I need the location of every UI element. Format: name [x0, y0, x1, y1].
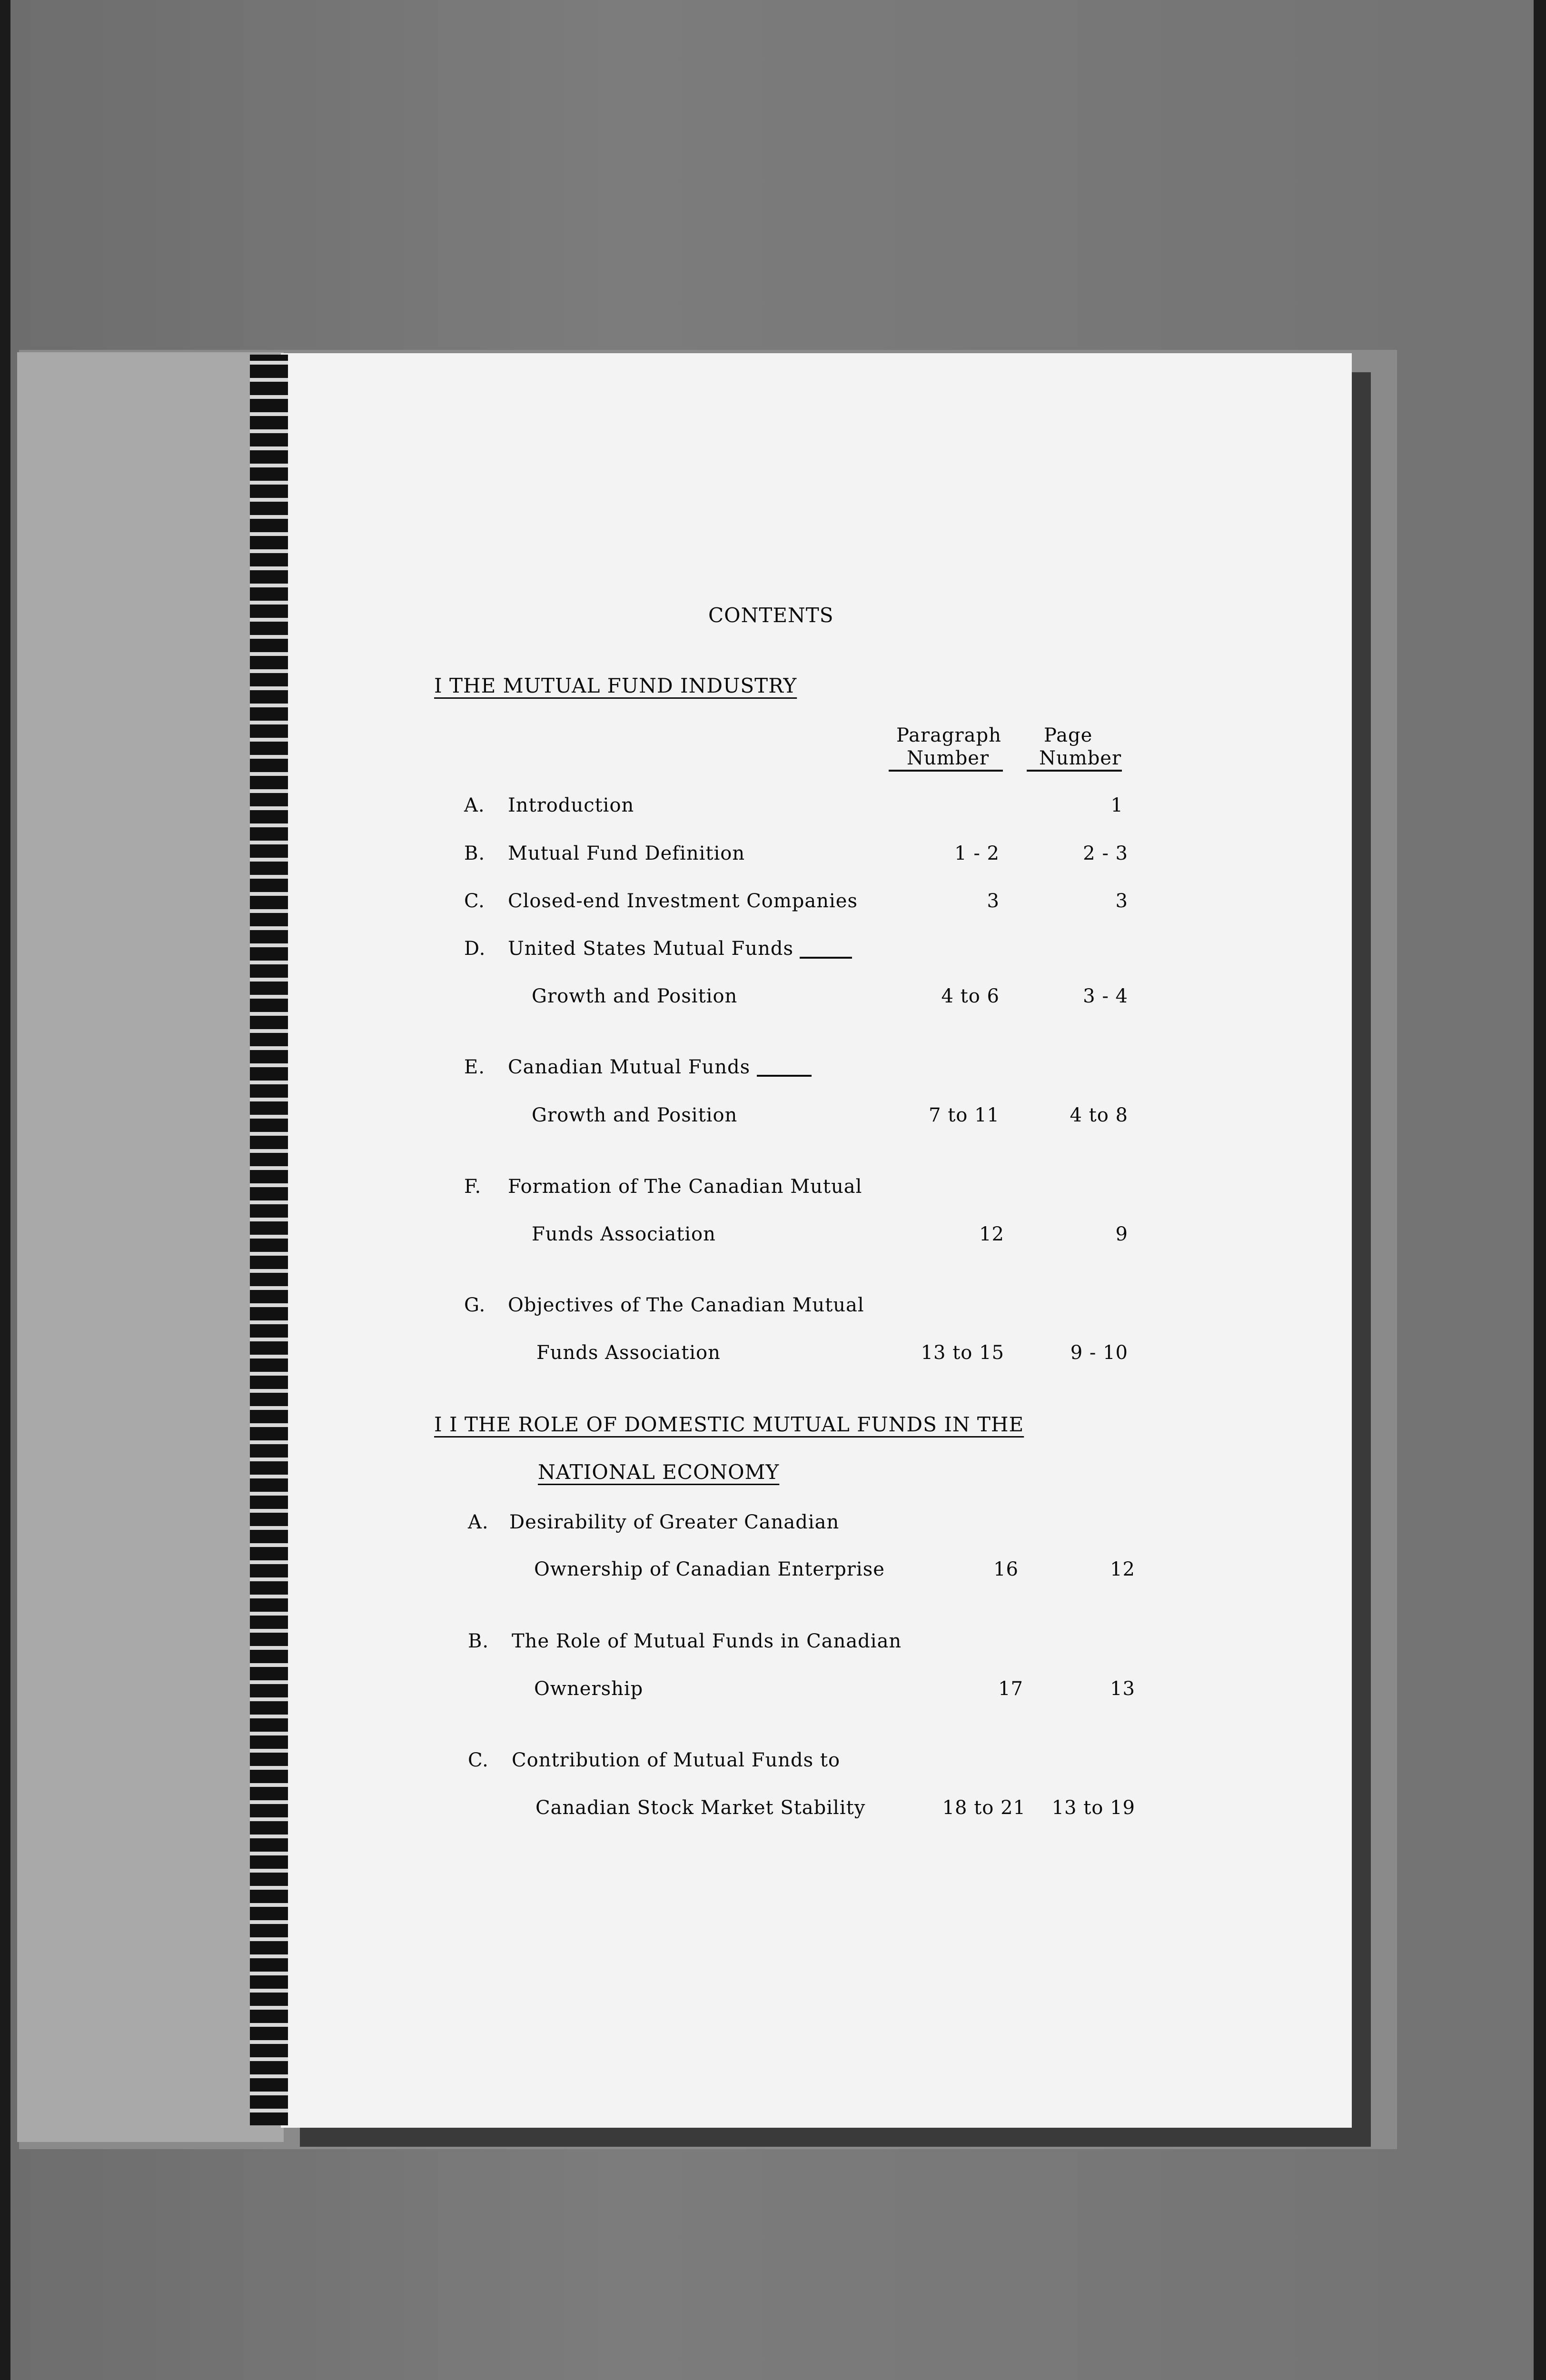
toc-entry-page: 13 to 19 [1051, 1797, 1135, 1819]
toc-entry-title: Mutual Fund Definition [508, 843, 745, 864]
toc-entry-page: 12 [1110, 1558, 1135, 1580]
part-2-heading: I I THE ROLE OF DOMESTIC MUTUAL FUNDS IN THE [434, 1413, 1024, 1436]
toc-entry-paragraph: 4 to 6 [941, 985, 1000, 1007]
toc-entry-letter: G. [464, 1294, 486, 1316]
toc-entry-page: 3 - 4 [1083, 985, 1128, 1007]
toc-entry-page: 4 to 8 [1070, 1104, 1128, 1126]
toc-entry-paragraph: 13 to 15 [921, 1342, 1004, 1364]
toc-entry-title: Closed-end Investment Companies [508, 890, 858, 912]
toc-entry-paragraph: 7 to 11 [929, 1104, 1000, 1126]
column-header-paragraph-number: Number [907, 747, 990, 769]
column-header-paragraph: Paragraph [896, 724, 1001, 746]
toc-entry-page: 9 - 10 [1070, 1342, 1128, 1364]
spiral-binding [250, 355, 288, 2125]
toc-entry-title: United States Mutual Funds [508, 938, 793, 960]
paragraph-column-rule [889, 770, 1003, 772]
toc-entry-subtitle: Ownership of Canadian Enterprise [534, 1558, 885, 1580]
toc-entry-title: The Role of Mutual Funds in Canadian [512, 1630, 902, 1652]
page-title: CONTENTS [708, 604, 834, 627]
toc-entry-letter: C. [468, 1749, 489, 1771]
toc-entry-paragraph: 3 [987, 890, 1000, 912]
toc-entry-paragraph: 17 [998, 1678, 1023, 1700]
page-column-rule [1027, 770, 1122, 772]
back-page-sheet [17, 352, 284, 2142]
toc-entry-letter: C. [464, 890, 485, 912]
toc-entry-letter: A. [464, 794, 485, 816]
toc-entry-page: 9 [1115, 1223, 1128, 1245]
toc-entry-letter: F. [464, 1176, 482, 1198]
toc-entry-subtitle: Growth and Position [532, 985, 738, 1007]
column-header-page-number: Number [1039, 747, 1122, 769]
toc-entry-subtitle: Ownership [534, 1678, 644, 1700]
toc-entry-letter: B. [468, 1630, 489, 1652]
toc-entry-letter: B. [464, 843, 486, 864]
toc-entry-paragraph: 18 to 21 [942, 1797, 1026, 1819]
toc-entry-letter: E. [464, 1056, 485, 1078]
toc-entry-page: 13 [1110, 1678, 1135, 1700]
title-dash-rule [800, 957, 852, 959]
toc-entry-subtitle: Growth and Position [532, 1104, 738, 1126]
toc-entry-subtitle: Funds Association [532, 1223, 716, 1245]
toc-entry-page: 3 [1115, 890, 1128, 912]
toc-entry-title: Formation of The Canadian Mutual [508, 1176, 862, 1198]
toc-entry-title: Introduction [508, 794, 634, 816]
toc-entry-title: Objectives of The Canadian Mutual [508, 1294, 864, 1316]
toc-entry-page: 1 [1110, 794, 1123, 816]
toc-entry-subtitle: Funds Association [536, 1342, 721, 1364]
toc-entry-paragraph: 1 - 2 [954, 843, 1000, 864]
toc-entry-subtitle: Canadian Stock Market Stability [535, 1797, 866, 1819]
toc-entry-page: 2 - 3 [1083, 843, 1128, 864]
toc-entry-paragraph: 16 [993, 1558, 1019, 1580]
toc-entry-letter: D. [464, 938, 486, 960]
toc-entry-title: Canadian Mutual Funds [508, 1056, 751, 1078]
toc-entry-title: Contribution of Mutual Funds to [512, 1749, 841, 1771]
column-header-page: Page [1044, 724, 1093, 746]
toc-entry-letter: A. [468, 1511, 489, 1533]
title-dash-rule [757, 1075, 812, 1077]
part-2-heading-continued: NATIONAL ECONOMY [538, 1460, 780, 1484]
part-1-heading: I THE MUTUAL FUND INDUSTRY [434, 674, 797, 697]
toc-entry-title: Desirability of Greater Canadian [509, 1511, 840, 1533]
toc-entry-paragraph: 12 [979, 1223, 1004, 1245]
